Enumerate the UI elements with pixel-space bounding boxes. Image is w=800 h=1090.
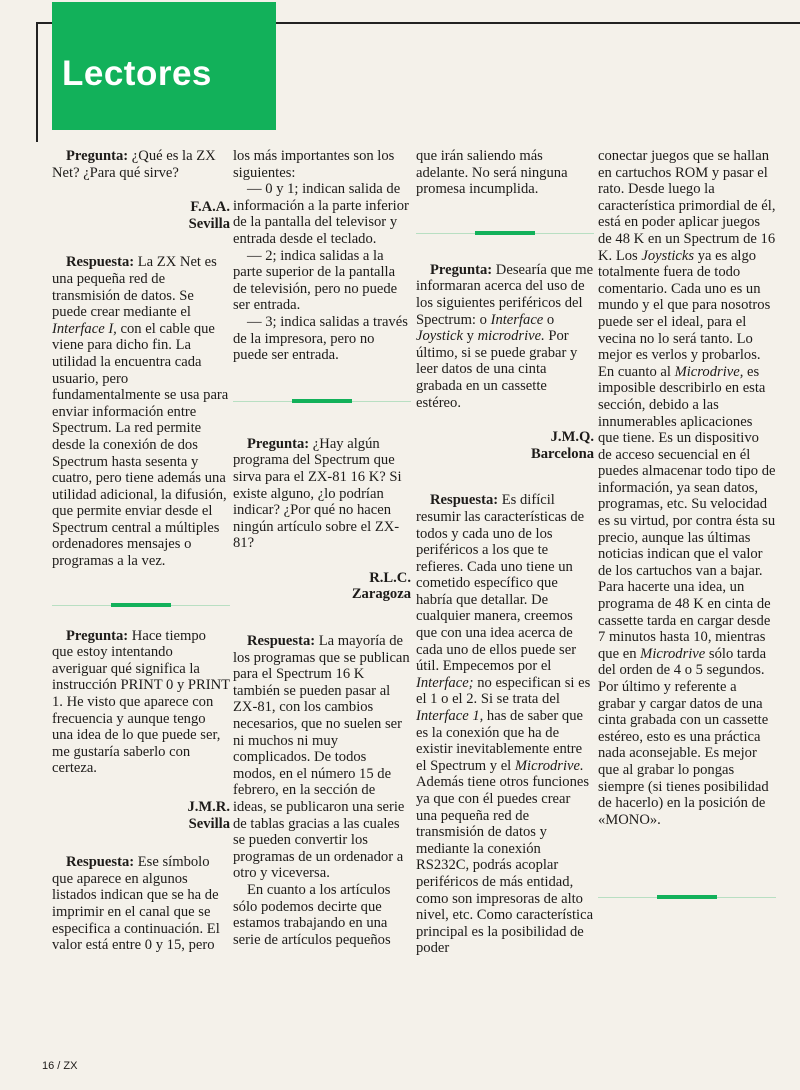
answer-2: Respuesta: Ese símbolo que aparece en algunos listados indican que se ha de imprimir en el canal que se especifica a continuación. El valor está entre 0 y 15, pero bbox=[52, 854, 220, 954]
question-4: Pregunta: Desearía que me informaran acerca del uso de los siguientes periféricos del Spectrum: o Interface o Joystick y microdrive. Por último, si se puede grabar y leer datos de una cinta grabada en un cassette estéreo. bbox=[416, 261, 594, 411]
answer-2-item-3: — 3; indica salidas a través de la impresora, pero no puede ser entrada. bbox=[233, 313, 408, 364]
answer-3-paragraph-2: En cuanto a los artículos sólo podemos decirte que estamos trabajando en una serie de artículos pequeños bbox=[233, 881, 391, 948]
left-rule bbox=[36, 22, 38, 142]
question-3: Pregunta: ¿Hay algún programa del Spectrum que sirva para el ZX-81 16 K? Si existe alguno, ¿lo podrían indicar? ¿Por qué no hacen ningún artículo sobre el ZX-81? bbox=[233, 435, 402, 552]
signature-4: J.M.Q. Barcelona bbox=[531, 429, 594, 462]
separator bbox=[598, 892, 776, 902]
question-1: Pregunta: ¿Qué es la ZX Net? ¿Para qué sirve? bbox=[52, 148, 216, 181]
section-title: Lectores bbox=[62, 54, 212, 93]
answer-2-continued: los más importantes son los siguientes: bbox=[233, 148, 395, 181]
separator bbox=[52, 600, 230, 610]
separator bbox=[416, 228, 594, 238]
section-header bbox=[52, 2, 276, 130]
column-2 bbox=[233, 148, 411, 948]
answer-3: Respuesta: La mayoría de los programas que se publican para el Spectrum 16 K también se pueden pasar al ZX-81, con los cambios necesarios, que no suelen ser ni muchos ni muy complicados. De todos modos, en el número 15 de febrero, en la sección de ideas, se publicaron una serie de tablas gracias a las cuales se pueden convertir los programas de un ordenador a otro y viceversa. bbox=[233, 633, 410, 882]
separator bbox=[233, 396, 411, 406]
answer-1: Respuesta: La ZX Net es una pequeña red de transmisión de datos. Se puede crear mediante el Interface I, con el cable que viene para dicho fin. La utilidad la encuentra cada usuario, pero fundamentalmente se usa para enviar información entre Spectrum. La red permite desde la conexión de dos Spectrum hasta sesenta y cuatro, pero tiene además una utilidad adicional, la difusión, que permite enviar desde el Spectrum central a múltiples ordenadores mensajes o programas a la vez. bbox=[52, 254, 229, 570]
signature-1: F.A.A. Sevilla bbox=[188, 199, 230, 232]
question-2: Pregunta: Hace tiempo que estoy intentando averiguar qué significa la instrucción PRINT 0 y PRINT 1. He visto que aparece con frecuencia y aunque tengo una idea de lo que puede ser, me gustaría saberlo con certeza. bbox=[52, 627, 230, 777]
answer-4: Respuesta: Es difícil resumir las características de todos y cada uno de los periféricos a los que te refieres. Cada uno tiene un cometido específico que habría que detallar. De cualquier manera, creemos que con una idea acerca de cada uno de ellos puede ser útil. Empecemos por el Interface; no especifican si es el 1 o el 2. Si se trata del Interface 1, has de saber que es la conexión que ha de existir inevitablemente entre el Spectrum y el Microdrive. Además tiene otros funciones ya que con él puedes crear una pequeña red de transmisión de datos y mediante la conexión RS232C, podrás acoplar periféricos de más entidad, como son impresoras de alto nivel, etc. Como característica principal es la posibilidad de poder bbox=[416, 492, 594, 957]
page-folio: 16 / ZX bbox=[42, 1060, 78, 1072]
answer-4-continued: conectar juegos que se hallan en cartuchos ROM y pasar el rato. Desde luego la característica primordial de él, está en poder aplicar juegos de 48 K en un Spectrum de 16 K. Los Joysticks ya es algo totalmente fuera de todo comentario. Cada uno es un mundo y el que para nosotros puede ser el ideal, para el vecina no lo será tanto. Lo mejor es verlos y probarlos. En cuanto al Microdrive, es imposible describirlo en esta sección, debido a las innumerables aplicaciones que tiene. Es un dispositivo de acceso secuencial en él puedes almacenar todo tipo de información, ya sean datos, programas, etc. Su velocidad es su virtud, por contra ésta su precio, aunque las últimas noticias indican que el valor de los cartuchos van a bajar. Para hacerte una idea, un programa de 48 K en cinta de cassette tarda en cargar desde 7 minutos hasta 10, mientras que en Microdrive sólo tarda del orden de 4 o 5 segundos. Por último y referente a grabar y cargar datos de una cinta grabada con un cassette estéreo, esto es una práctica nada aconsejable. Es mejor que al grabar lo pongas siempre (si tienes posibilidad de hacerlo) en la posición de «MONO». bbox=[598, 148, 776, 828]
answer-2-item-2: — 2; indica salidas a la parte superior de la pantalla de televisión, pero no puede ser entrada. bbox=[233, 247, 398, 314]
signature-3: R.L.C. Zaragoza bbox=[351, 569, 411, 603]
column-1 bbox=[52, 148, 230, 954]
answer-2-item-1: — 0 y 1; indican salida de información a la parte inferior de la pantalla del televisor y entrada desde el teclado. bbox=[233, 181, 409, 247]
answer-3-continued: que irán saliendo más adelante. No será ninguna promesa incumplida. bbox=[416, 148, 568, 198]
column-3 bbox=[416, 148, 594, 957]
signature-2: J.M.R. Sevilla bbox=[187, 799, 230, 832]
column-4 bbox=[598, 148, 776, 902]
